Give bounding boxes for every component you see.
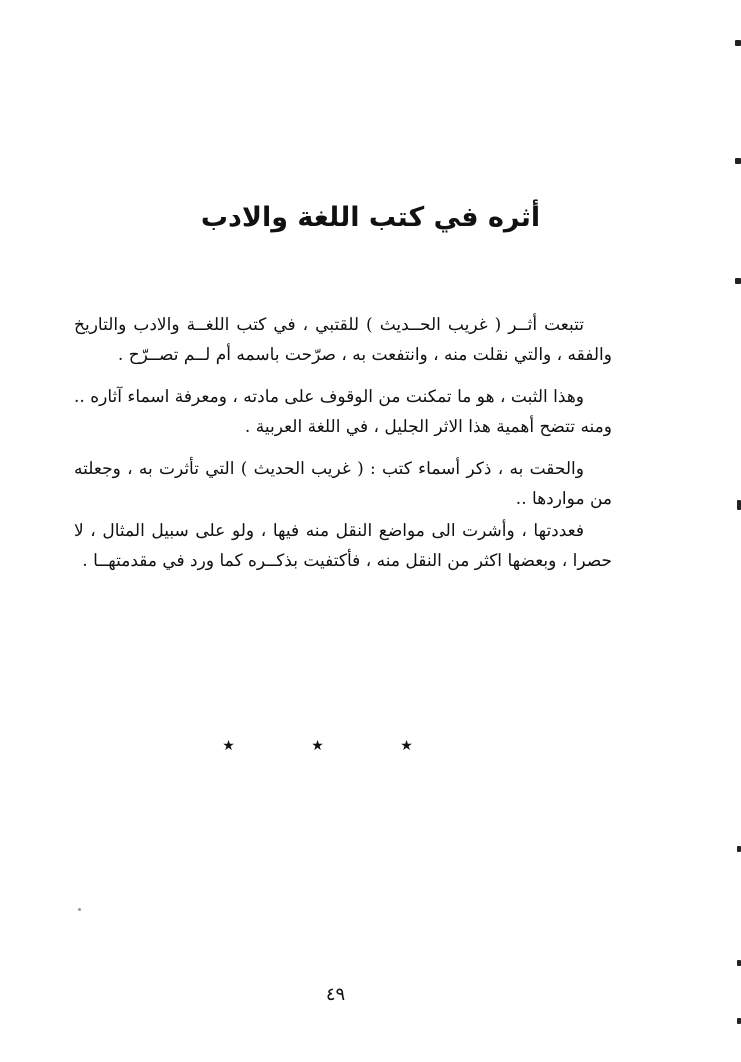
margin-mark [735,40,741,46]
margin-mark [735,158,741,164]
paragraph: فعددتها ، وأشرت الى مواضع النقل منه فيها ، ولو على سبيل المثال ، لا حصرا ، وبعضها اكثر من النقل منه ، فأكتفيت بذكــره كما ورد في مقدمتهــا . [74,521,612,571]
scan-speck [78,908,81,911]
margin-mark [737,846,741,852]
margin-mark [737,500,741,510]
margin-mark [735,278,741,284]
section-separator: ★ ★ ★ [222,738,449,754]
margin-mark [737,960,741,966]
paragraph: وهذا الثبت ، هو ما تمكنت من الوقوف على مادته ، ومعرفة اسماء آثاره .. ومنه تتضح أهمية هذا الاثر الجليل ، في اللغة العربية . [74,387,612,437]
body-text [74,310,612,588]
paragraph: والحقت به ، ذكر أسماء كتب : ( غريب الحديث ) التي تأثرت به ، وجعلته من مواردها .. [74,459,612,509]
page-number: ٤٩ [325,984,346,1005]
margin-mark [737,1018,741,1024]
page-title: أثره في كتب اللغة والادب [200,202,541,233]
paragraph: تتبعت أثــر ( غريب الحــديث ) للقتبي ، في كتب اللغــة والادب والتاريخ والفقه ، والتي نقلت منه ، وانتفعت به ، صرّحت باسمه أم لــم تصــرّح . [74,315,612,365]
